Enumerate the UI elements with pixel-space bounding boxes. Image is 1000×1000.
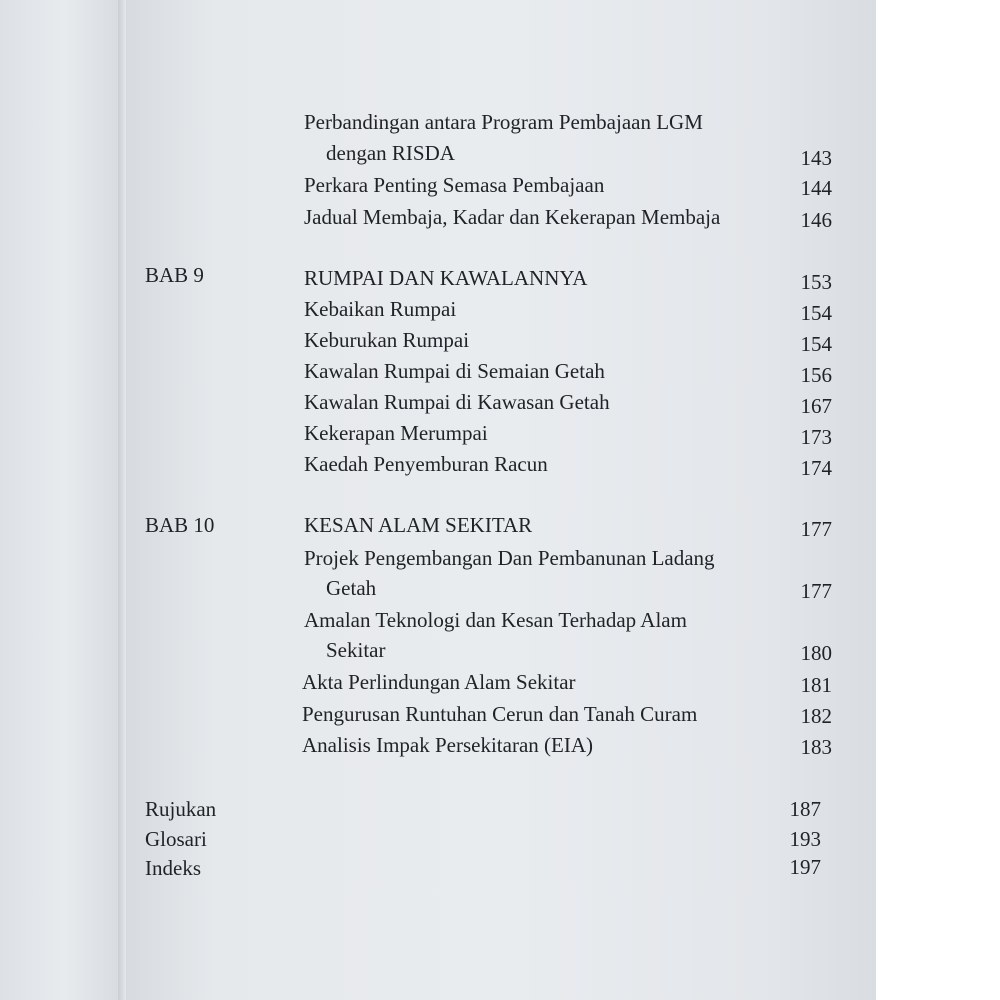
toc-entry-label: Perkara Penting Semasa Pembajaan: [304, 173, 605, 197]
toc-entry-label: Projek Pengembangan Dan Pembanunan Ladang: [304, 546, 715, 570]
toc-page-number: 197: [789, 855, 821, 879]
toc-entry-label: Pengurusan Runtuhan Cerun dan Tanah Curam: [302, 702, 698, 726]
toc-entry-label: Kekerapan Merumpai: [304, 421, 488, 445]
toc-page-number: 182: [800, 704, 832, 728]
toc-page-number: 156: [800, 363, 832, 387]
chapter-number: BAB 10: [145, 513, 215, 537]
toc-page-number: 173: [800, 425, 832, 449]
chapter-number: BAB 9: [145, 263, 204, 287]
toc-page-number: 177: [800, 517, 832, 541]
toc-entry-label: Getah: [326, 576, 377, 600]
toc-page-number: 146: [800, 208, 832, 232]
toc-page-number: 167: [800, 394, 832, 418]
chapter-title: RUMPAI DAN KAWALANNYA: [304, 266, 588, 290]
toc-page-number: 154: [800, 301, 832, 325]
chapter-title: KESAN ALAM SEKITAR: [304, 513, 533, 537]
toc-page-number: 154: [800, 332, 832, 356]
toc-page-number: 174: [800, 456, 832, 480]
back-matter-label: Indeks: [145, 856, 201, 880]
toc-entry-label: Sekitar: [326, 638, 386, 662]
toc-page-number: 193: [789, 827, 821, 851]
back-matter-label: Rujukan: [145, 797, 217, 821]
toc-page-number: 177: [800, 579, 832, 603]
toc-entry-label: Kebaikan Rumpai: [304, 297, 457, 321]
toc-entry-label: Akta Perlindungan Alam Sekitar: [302, 670, 576, 694]
toc-page-number: 180: [800, 641, 832, 665]
toc-page-number: 153: [800, 270, 832, 294]
toc-page-number: 181: [800, 673, 832, 697]
toc-entry-label: Jadual Membaja, Kadar dan Kekerapan Membaja: [304, 205, 721, 229]
toc-entry-label: Keburukan Rumpai: [304, 328, 470, 352]
toc-entry-label: Analisis Impak Persekitaran (EIA): [302, 733, 593, 757]
toc-entry-label: Perbandingan antara Program Pembajaan LGM: [304, 110, 703, 134]
toc-entry-label: Kaedah Penyemburan Racun: [304, 452, 548, 476]
toc-entry-label: Kawalan Rumpai di Kawasan Getah: [304, 390, 610, 414]
toc-page-number: 187: [789, 797, 821, 821]
toc-entry-label: Kawalan Rumpai di Semaian Getah: [304, 359, 605, 383]
toc-page-number: 143: [800, 146, 832, 170]
toc-entry-label: Amalan Teknologi dan Kesan Terhadap Alam: [304, 608, 687, 632]
back-matter-label: Glosari: [145, 827, 207, 851]
toc-entry-label: dengan RISDA: [326, 141, 455, 165]
toc-page-number: 183: [800, 735, 832, 759]
toc-page-number: 144: [800, 176, 832, 200]
